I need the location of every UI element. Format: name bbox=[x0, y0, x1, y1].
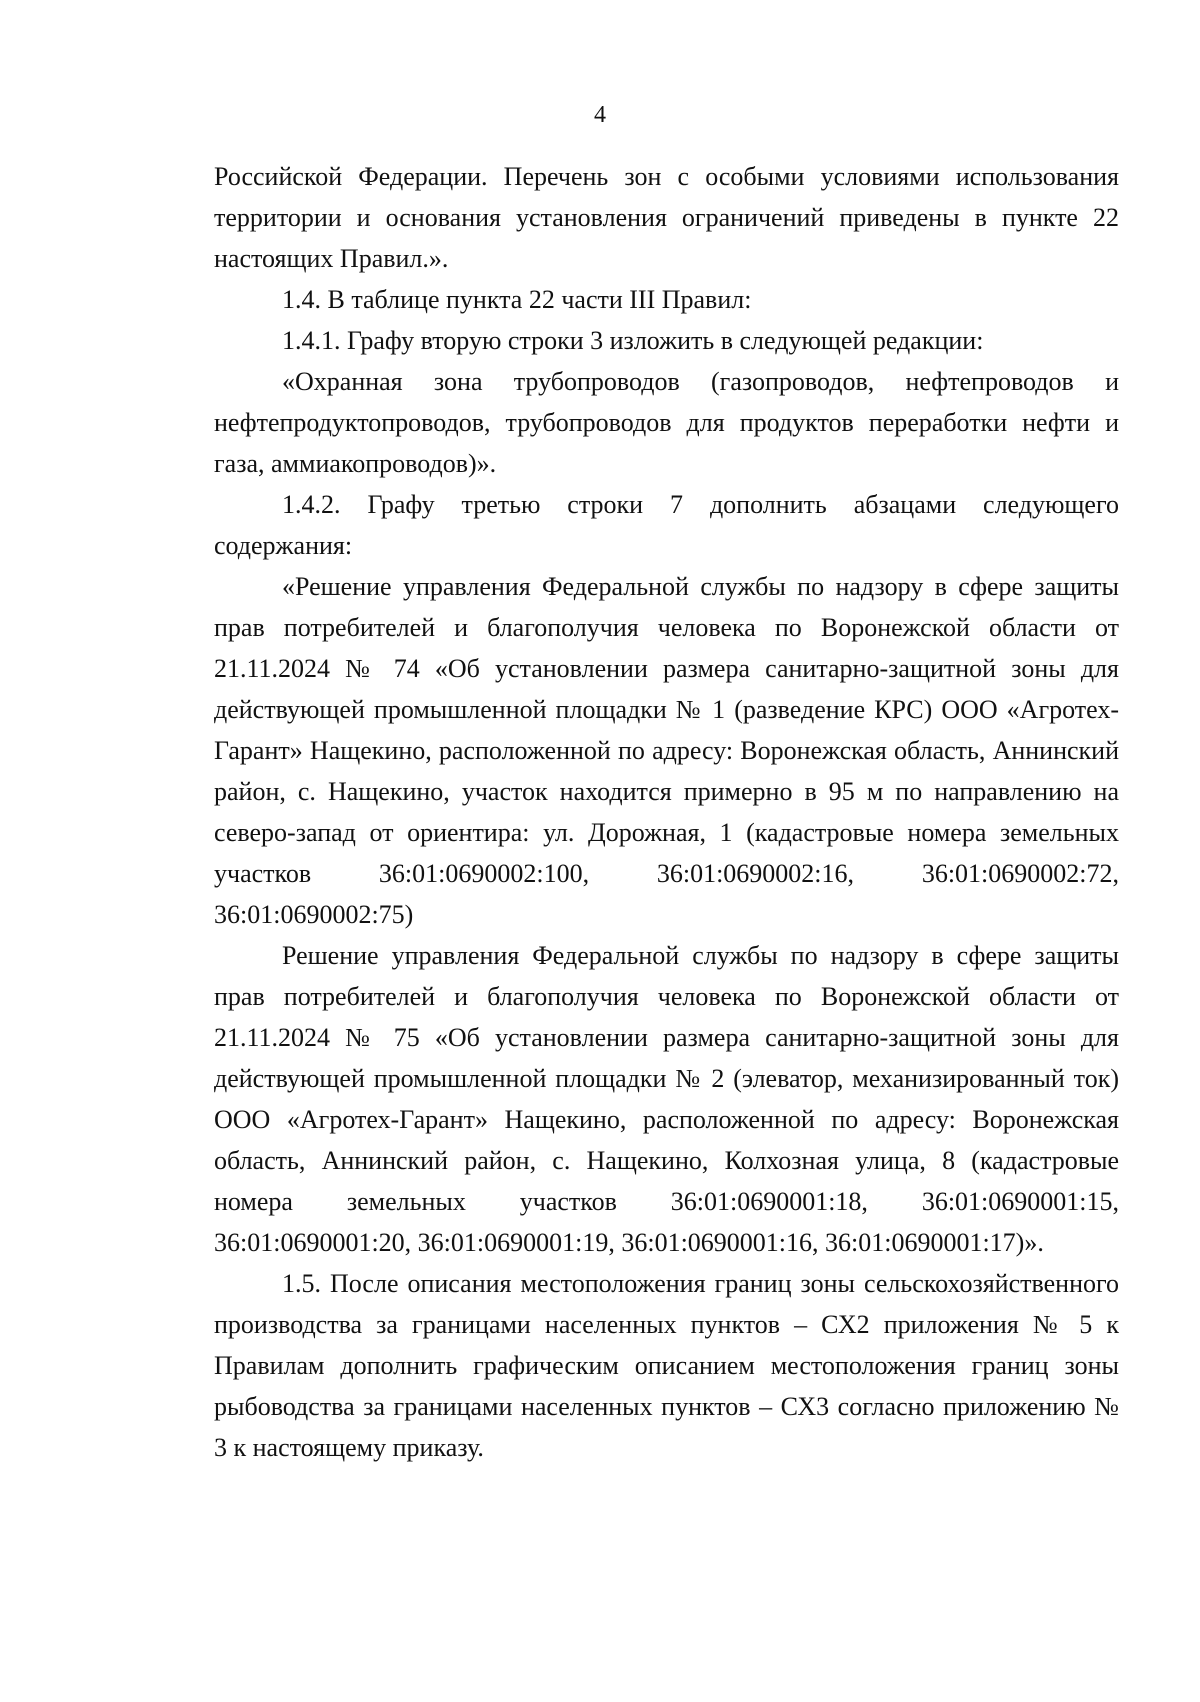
paragraph-continuation: Российской Федерации. Перечень зон с особыми условиями использования территории и основания установления ограничений приведены в пункте 22 настоящих Правил.». bbox=[214, 162, 1119, 273]
paragraph-decision-74: «Решение управления Федеральной службы по надзору в сфере защиты прав потребителей и благополучия человека по Воронежской области от 21.11.2024 № 74 «Об установлении размера санитарно-защитной зоны для действующей промышленной площадки № 1 (разведение КРС) ООО «Агротех-Гарант» Нащекино, расположенной по адресу: Воронежская область, Аннинский район, с. Нащекино, участок находится примерно в 95 м по направлению на северо-запад от ориентира: ул. Дорожная, 1 (кадастровые номера земельных участков 36:01:0690002:100, 36:01:0690002:16, 36:01:0690002:72, 36:01:0690002:75) bbox=[214, 572, 1119, 929]
paragraph-item-1-4-1: 1.4.1. Графу вторую строки 3 изложить в следующей редакции: bbox=[282, 326, 984, 355]
page-number: 4 bbox=[594, 102, 606, 128]
paragraph-item-1-4: 1.4. В таблице пункта 22 части III Правил: bbox=[282, 285, 752, 314]
paragraph-decision-75: Решение управления Федеральной службы по надзору в сфере защиты прав потребителей и благополучия человека по Воронежской области от 21.11.2024 № 75 «Об установлении размера санитарно-защитной зоны для действующей промышленной площадки № 2 (элеватор, механизированный ток) ООО «Агротех-Гарант» Нащекино, расположенной по адресу: Воронежская область, Аннинский район, с. Нащекино, Колхозная улица, 8 (кадастровые номера земельных участков 36:01:0690001:18, 36:01:0690001:15, 36:01:0690001:20, 36:01:0690001:19, 36:01:0690001:16, 36:01:0690001:17)». bbox=[214, 941, 1119, 1257]
paragraph-quote-pipeline-zone: «Охранная зона трубопроводов (газопроводов, нефтепроводов и нефтепродуктопроводов, трубопроводов для продуктов переработки нефти и газа, аммиакопроводов)». bbox=[214, 367, 1119, 478]
paragraph-item-1-4-2: 1.4.2. Графу третью строки 7 дополнить абзацами следующего содержания: bbox=[214, 490, 1119, 560]
paragraph-item-1-5: 1.5. После описания местоположения границ зоны сельскохозяйственного производства за границами населенных пунктов – СХ2 приложения № 5 к Правилам дополнить графическим описанием местоположения границ зоны рыбоводства за границами населенных пунктов – СХ3 согласно приложению № 3 к настоящему приказу. bbox=[214, 1269, 1119, 1462]
document-body bbox=[214, 156, 1119, 1468]
